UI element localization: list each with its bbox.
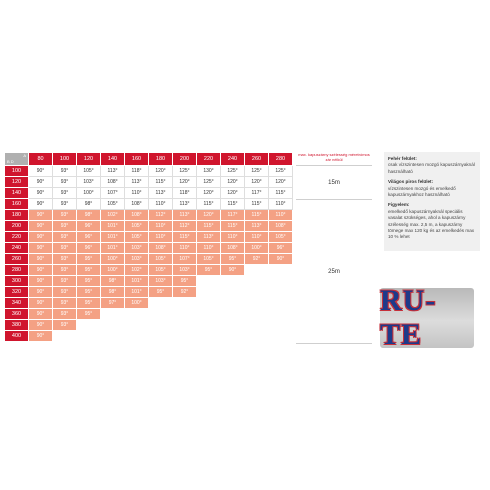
table-cell: 90° [29,331,53,342]
empty-cell [221,331,245,342]
table-row [5,320,293,331]
table-cell: 125° [269,166,293,177]
empty-cell [53,331,77,342]
empty-cell [221,276,245,287]
empty-cell [197,287,221,298]
table-cell: 115° [149,177,173,188]
empty-cell [173,309,197,320]
table-cell: 115° [245,210,269,221]
table-row [5,331,293,342]
table-cell: 90° [29,309,53,320]
table-cell: 113° [245,221,269,232]
empty-cell [269,287,293,298]
empty-cell [149,320,173,331]
table-cell: 115° [269,188,293,199]
empty-cell [269,265,293,276]
table-cell: 96° [77,221,101,232]
table-cell: 125° [221,166,245,177]
table-row [5,265,293,276]
table-cell: 105° [149,265,173,276]
table-cell: 117° [221,210,245,221]
row-header: 340 [5,298,29,309]
table-cell: 110° [221,232,245,243]
table-cell: 110° [149,232,173,243]
table-cell: 101° [125,276,149,287]
empty-cell [149,309,173,320]
empty-cell [149,331,173,342]
table-row [5,276,293,287]
table-cell: 113° [173,210,197,221]
row-header: 400 [5,331,29,342]
table-cell: 100° [245,243,269,254]
table-cell: 105° [269,232,293,243]
empty-cell [125,320,149,331]
row-header: 360 [5,309,29,320]
table-cell: 93° [53,166,77,177]
table-cell: 118° [173,188,197,199]
table-cell: 118° [125,166,149,177]
table-cell: 110° [125,188,149,199]
table-cell: 115° [173,232,197,243]
table-cell: 105° [125,221,149,232]
corner-cell [5,153,29,166]
table-cell: 125° [173,166,197,177]
empty-cell [221,298,245,309]
table-cell: 100° [125,298,149,309]
table-cell: 102° [125,265,149,276]
table-cell: 103° [125,243,149,254]
row-header: 320 [5,287,29,298]
table-cell: 95° [77,265,101,276]
table-cell: 95° [149,287,173,298]
table-cell: 90° [29,166,53,177]
row-header: 300 [5,276,29,287]
table-cell: 105° [77,166,101,177]
table-cell: 95° [173,276,197,287]
table-cell: 93° [53,309,77,320]
table-cell: 93° [53,320,77,331]
table-cell: 101° [101,221,125,232]
table-cell: 125° [197,177,221,188]
empty-cell [269,331,293,342]
table-cell: 95° [197,265,221,276]
empty-cell [245,331,269,342]
table-cell: 90° [29,243,53,254]
column-header: 140 [101,153,125,166]
empty-cell [197,276,221,287]
column-header: 220 [197,153,221,166]
table-cell: 93° [53,287,77,298]
row-header: 240 [5,243,29,254]
row-header: 120 [5,177,29,188]
table-cell: 96° [269,243,293,254]
empty-cell [197,298,221,309]
table-row [5,254,293,265]
table-cell: 90° [29,287,53,298]
table-cell: 113° [101,166,125,177]
table-cell: 90° [29,210,53,221]
table-cell: 103° [149,276,173,287]
empty-cell [173,331,197,342]
width-zone-25m: 25m [296,200,372,344]
empty-cell [173,320,197,331]
table-cell: 120° [197,210,221,221]
corner-a: A [23,153,26,158]
corner-b: B D [7,159,14,164]
row-header: 160 [5,199,29,210]
table-cell: 110° [197,243,221,254]
table-cell: 115° [221,221,245,232]
table-cell: 96° [77,232,101,243]
table-cell: 107° [101,188,125,199]
table-cell: 113° [125,177,149,188]
table-cell: 90° [29,265,53,276]
table-cell: 90° [29,254,53,265]
column-header: 120 [77,153,101,166]
table-cell: 115° [197,221,221,232]
empty-cell [101,309,125,320]
empty-cell [77,331,101,342]
table-cell: 93° [53,298,77,309]
legend-red-title: Világos piros felület: [388,179,434,185]
empty-cell [197,331,221,342]
row-header: 200 [5,221,29,232]
table-cell: 108° [269,221,293,232]
empty-cell [125,309,149,320]
table-cell: 93° [53,199,77,210]
table-cell: 103° [173,265,197,276]
legend-note-title: Figyelem: [388,202,410,208]
table-cell: 105° [101,199,125,210]
table-header-row [5,153,293,166]
table-row [5,177,293,188]
legend-white-title: Fehér felület: [388,156,417,161]
table-cell: 93° [53,276,77,287]
table-cell: 120° [245,177,269,188]
column-header: 200 [173,153,197,166]
table-cell: 110° [173,243,197,254]
table-cell: 100° [101,254,125,265]
column-header: 240 [221,153,245,166]
table-cell: 92° [173,287,197,298]
legend-white-text: csak vízszintesen mozgó kapuszárnyaknál használható [388,162,475,174]
table-cell: 103° [77,177,101,188]
table-cell: 108° [221,243,245,254]
empty-cell [245,298,269,309]
max-width-header: max. kapuszárny szélesség méretrómos zár nélkül [298,152,370,162]
table-cell: 98° [101,287,125,298]
table-cell: 93° [53,243,77,254]
max-width-column [296,152,372,344]
empty-cell [269,309,293,320]
table-cell: 113° [173,199,197,210]
table-cell: 120° [221,177,245,188]
table-row [5,210,293,221]
table-cell: 90° [221,265,245,276]
column-header: 80 [29,153,53,166]
row-header: 380 [5,320,29,331]
table-cell: 108° [149,243,173,254]
table-cell: 103° [125,254,149,265]
empty-cell [173,298,197,309]
empty-cell [125,331,149,342]
row-header: 180 [5,210,29,221]
table-cell: 108° [125,199,149,210]
table-cell: 108° [125,210,149,221]
table-row [5,287,293,298]
table-cell: 105° [149,254,173,265]
table-row [5,298,293,309]
table-cell: 110° [269,210,293,221]
table-cell: 96° [77,243,101,254]
row-header: 280 [5,265,29,276]
empty-cell [245,309,269,320]
column-header: 100 [53,153,77,166]
empty-cell [221,320,245,331]
table-cell: 110° [149,221,173,232]
empty-cell [221,309,245,320]
logo-text: RU-TE [380,284,437,351]
table-cell: 95° [77,254,101,265]
table-row [5,221,293,232]
column-header: 160 [125,153,149,166]
empty-cell [245,276,269,287]
table-cell: 130° [197,166,221,177]
table-cell: 95° [77,298,101,309]
legend-red-text: vízszintesen mozgó és emelkedő kapuszárnyakhoz használható [388,185,456,198]
table-cell: 95° [221,254,245,265]
table-cell: 105° [125,232,149,243]
table-row [5,199,293,210]
table-cell: 113° [197,232,221,243]
table-cell: 90° [29,177,53,188]
table-cell: 93° [53,265,77,276]
table-cell: 90° [29,199,53,210]
table-cell: 108° [101,177,125,188]
empty-cell [221,287,245,298]
angle-table [4,152,293,342]
empty-cell [245,320,269,331]
width-zone-15m: 15m [296,165,372,200]
empty-cell [245,265,269,276]
table-row [5,309,293,320]
table-cell: 112° [149,210,173,221]
table-row [5,243,293,254]
table-cell: 93° [53,210,77,221]
table-cell: 100° [101,265,125,276]
table-cell: 98° [77,199,101,210]
empty-cell [101,320,125,331]
table-cell: 117° [245,188,269,199]
table-cell: 120° [221,188,245,199]
legend-note-text: emelkedő kapuszárnyaknál speciális vasalat szükséges, ahol a kapuszárny szélesség max. 2,5 m, a kapuszárny tömege max 120 kg és az emelkedés max 10 % lehet [388,208,475,240]
empty-cell [101,331,125,342]
row-header: 100 [5,166,29,177]
table-cell: 100° [77,188,101,199]
table-cell: 120° [197,188,221,199]
row-header: 220 [5,232,29,243]
row-header: 260 [5,254,29,265]
table-cell: 95° [77,309,101,320]
table-cell: 93° [53,177,77,188]
table-cell: 101° [101,232,125,243]
table-cell: 125° [245,166,269,177]
table-cell: 110° [149,199,173,210]
table-cell: 113° [149,188,173,199]
empty-cell [269,276,293,287]
table-cell: 115° [221,199,245,210]
table-cell: 102° [101,210,125,221]
table-cell: 90° [269,254,293,265]
table-cell: 90° [29,232,53,243]
row-header: 140 [5,188,29,199]
column-header: 280 [269,153,293,166]
empty-cell [269,320,293,331]
table-cell: 115° [245,199,269,210]
table-cell: 93° [53,221,77,232]
table-row [5,232,293,243]
table-cell: 107° [173,254,197,265]
table-cell: 98° [77,210,101,221]
table-cell: 110° [245,232,269,243]
column-header: 260 [245,153,269,166]
table-row [5,188,293,199]
table-cell: 90° [29,221,53,232]
table-cell: 105° [197,254,221,265]
table-cell: 90° [29,298,53,309]
table-cell: 101° [125,287,149,298]
table-cell: 90° [29,188,53,199]
table-cell: 93° [53,188,77,199]
legend-box [384,152,480,251]
ru-te-logo [380,284,474,351]
empty-cell [245,287,269,298]
table-cell: 110° [269,199,293,210]
table-cell: 115° [197,199,221,210]
table-cell: 120° [269,177,293,188]
table-cell: 90° [29,276,53,287]
empty-cell [149,298,173,309]
empty-cell [197,309,221,320]
table-cell: 93° [53,254,77,265]
table-cell: 95° [77,287,101,298]
empty-cell [269,298,293,309]
table-cell: 98° [101,276,125,287]
table-cell: 97° [101,298,125,309]
table-cell: 92° [245,254,269,265]
table-row [5,166,293,177]
column-header: 180 [149,153,173,166]
table-cell: 93° [53,232,77,243]
table-cell: 90° [29,320,53,331]
empty-cell [77,320,101,331]
table-cell: 120° [149,166,173,177]
table-cell: 101° [101,243,125,254]
table-cell: 120° [173,177,197,188]
table-cell: 112° [173,221,197,232]
empty-cell [197,320,221,331]
table-cell: 95° [77,276,101,287]
